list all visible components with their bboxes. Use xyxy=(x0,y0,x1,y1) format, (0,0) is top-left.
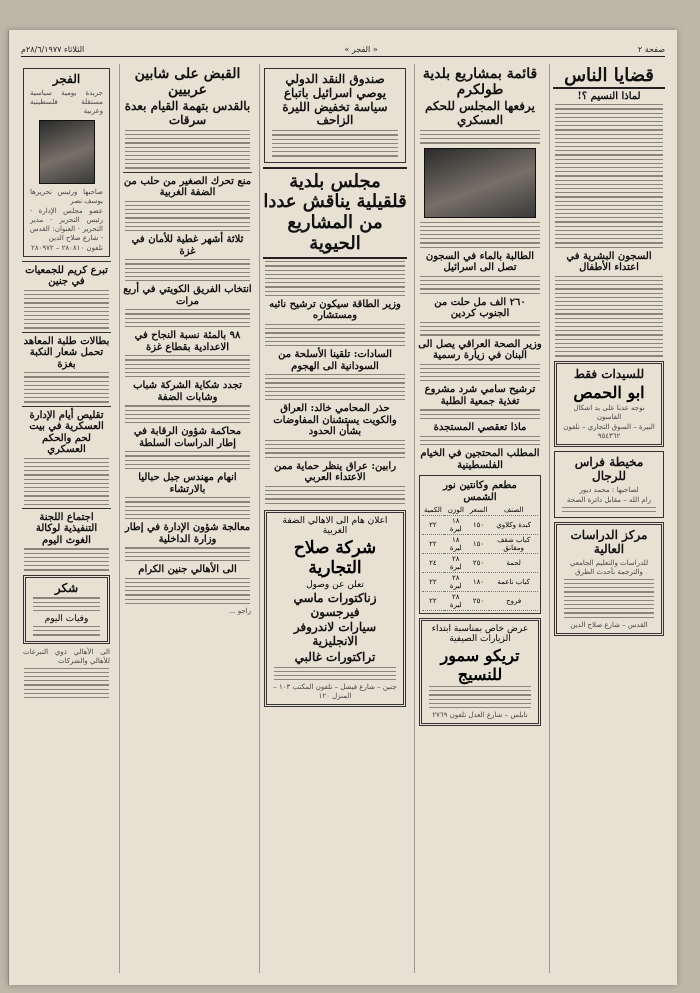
cell: ١٨٠ xyxy=(468,573,490,592)
editor-name: صاحبها ورئيس تحريرها يوسف نصر xyxy=(30,187,103,205)
cell: ٢٨ ليرة xyxy=(444,592,468,611)
table-row xyxy=(422,554,538,573)
obituaries-title: وفيات اليوم xyxy=(44,614,89,625)
cell: ٢٨ ليرة xyxy=(444,554,468,573)
table-row xyxy=(422,516,538,535)
ad-title: مركز الدراسات العالية xyxy=(570,528,648,557)
newspaper-page xyxy=(8,30,677,985)
cell: كباب شقف ومقانق xyxy=(489,535,538,554)
logo: الفجر xyxy=(52,72,81,86)
article-title: انهام مهندس جبل حباليا بالارتشاء xyxy=(138,472,237,495)
signature: راجو ... xyxy=(228,606,251,615)
restaurant-ad xyxy=(419,475,541,614)
article-text xyxy=(24,290,109,329)
article-title: محاكمة شؤون الرقابة في إطار الدراسات السلطة xyxy=(133,426,242,449)
cell: ١٨ ليرة xyxy=(444,516,468,535)
ad-title: تريكو سمور للنسيج xyxy=(440,646,520,685)
ad-subtitle: اعلان هام الى الاهالي الضفة الغربية xyxy=(282,515,388,536)
ad-name: ابو الحمص xyxy=(573,383,645,403)
table-row xyxy=(422,573,538,592)
ad-text: نوجه عدنا على يد اشكال الفاسون xyxy=(573,404,645,422)
cell: ١٥٠ xyxy=(468,516,490,535)
main-headline: مجلس بلدية قلقيلية يناقش عددا من المشاريع الحيوية xyxy=(263,167,407,260)
article-title: المطلب المحتجين في الخيام الفلسطينية xyxy=(420,448,540,471)
ad-subtitle: عرض خاص بمناسبة ابتداء الزيارات الصيفية xyxy=(431,624,529,645)
thanks-title: شكر xyxy=(54,580,79,595)
article-title: وزير الطاقة سيكون ترشيح نائبه ومستشاره xyxy=(269,298,401,322)
column-4 xyxy=(414,64,545,973)
price-table xyxy=(422,505,538,611)
column-2 xyxy=(119,64,255,973)
cell: ٢٢ xyxy=(422,516,444,535)
col-header: الوزن xyxy=(444,505,468,516)
article-title: تبرع كريم للجمعيات في جنين xyxy=(25,264,108,288)
column-3 xyxy=(259,64,410,973)
article-title: انتخاب الفريق الكويتي في أربع مرات xyxy=(123,284,252,307)
cell: لحمة xyxy=(489,554,538,573)
article-text xyxy=(24,458,109,505)
subheadline: لماذا النسيم ؟! xyxy=(577,90,641,102)
staff-list: عضو مجلس الإدارة · رئيس التحرير · مدير التحرير · العنوان: القدس - شارع صلاح الدين xyxy=(30,206,103,242)
article-text xyxy=(24,372,109,403)
ad-title: مخيطة فراس للرجال xyxy=(574,455,644,484)
studies-center-ad xyxy=(554,522,664,635)
thanks-ad xyxy=(23,575,110,644)
article-title: بطالات طلبة المعاهد تحمل شعار النكبة بغزة xyxy=(23,335,110,370)
col-header: السعر xyxy=(469,506,488,515)
ad-text: للدراسات والتعليم الجامعي والترجمة بأحدث الطرق xyxy=(569,558,649,576)
ad-address: نابلس – شارع العدل تلفون ٢٧٦٩ xyxy=(432,711,528,720)
article-title: السجون البشرية في اعتداء الأطفال xyxy=(566,250,652,274)
article-title: معالجة شؤون الإدارة في إطار وزارة الداخلية xyxy=(124,522,251,545)
col-header: الصنف xyxy=(489,505,538,516)
cell: ٢٢ xyxy=(422,535,444,554)
column-headline: قضايا الناس xyxy=(553,66,665,89)
cell: ٢٨ ليرة xyxy=(444,573,468,592)
article-text xyxy=(24,548,109,570)
article-title: ٩٨ بالمئة نسبة النجاح في الاعدادية بقطاع غزة xyxy=(134,330,241,353)
cell: ٢٢ xyxy=(422,573,444,592)
article-title: الى الأهالي جنين الكرام xyxy=(138,564,237,576)
cell: ٢٤ xyxy=(422,554,444,573)
article-text xyxy=(125,130,250,169)
subheadline: بالقدس بتهمة القيام بعدة سرقات xyxy=(124,99,251,127)
tailor-ad xyxy=(554,451,664,518)
headline: صندوق النقد الدولي يوصي اسرائيل باتباع سياسة تخفيض الليرة الزاحف xyxy=(282,72,388,128)
ad-address: جنين – شارع فيصل – تلفون المكتب ١٠٣ – المنزل ١٢٠ xyxy=(273,683,397,701)
cell: فروج xyxy=(489,592,538,611)
cell: كباب ناعمة xyxy=(489,573,538,592)
cell: ٢٥٠ xyxy=(468,592,490,611)
tricot-ad xyxy=(419,618,541,726)
ad-address: القدس – شارع صلاح الدين xyxy=(570,620,648,629)
article-title: تجدد شكاية الشركة شباب وشابات الضفة xyxy=(133,380,242,403)
ad-line: زناكتورات ماسي فيرجسون xyxy=(293,590,377,619)
ad-line: تراكتورات غالبي xyxy=(294,649,376,664)
article-title: اجتماع اللجنة التنفيذية لوكالة الغوث اليوم xyxy=(35,511,98,546)
ad-line: تعلن عن وصول xyxy=(306,579,364,590)
table-row xyxy=(422,592,538,611)
article-title: ترشيح سامي شرد مشروع تغذية جمعية الطلبة xyxy=(424,384,536,407)
paper-name: « الفجر » xyxy=(344,44,378,54)
abu-hummos-ad xyxy=(554,361,664,448)
masthead-bar xyxy=(21,42,665,57)
article-title: رابين: عراق ينظر حماية ممن الاعتداء العربي xyxy=(273,460,397,484)
headline: القبض على شابين عربيين xyxy=(134,66,241,99)
column-5 xyxy=(549,64,668,973)
date: الثلاثاء ٢٨/٦/١٩٧٧م xyxy=(21,44,85,54)
cell: ٢٢ xyxy=(422,592,444,611)
article-title: الطالبة بالماء في السجون تصل الى اسرائيل xyxy=(425,250,535,274)
article-title: منع تحرك الصغير من حلب من الضفة الغربية xyxy=(123,175,252,199)
table-row xyxy=(422,535,538,554)
ad-title: للسيدات فقط xyxy=(573,366,645,381)
article-title: حذر المحامي خالد: العراق والكويت يستشنان المفاوضات بشأن الحدود xyxy=(273,403,397,438)
cell: ٢٥٠ xyxy=(468,554,490,573)
imf-article xyxy=(264,68,406,163)
subheadline: يرفعها المجلس للحكم العسكري xyxy=(425,99,535,127)
notice: الى الأهالي ذوي التبرعات للأهالي والشركات xyxy=(23,647,110,665)
column-1 xyxy=(19,64,114,973)
cell: ١٥٠ xyxy=(468,535,490,554)
article-title: ٢٦٠ الف مل حلت من الجنوب كردين xyxy=(434,296,526,320)
cell: كبدة وكلاوي xyxy=(489,516,538,535)
headline: قائمة بمشاريع بلدية طولكرم xyxy=(422,66,538,99)
article-title: وزير الصحة العراقي يصل الى البنان في زيارة رسمية xyxy=(418,338,542,362)
ad-title: شركة صلاح التجارية xyxy=(293,537,377,578)
cell: ١٨ ليرة xyxy=(444,535,468,554)
ad-address: البيرة – السوق التجاري – تلفون ٩٥٤٣٦٢ xyxy=(563,423,655,441)
ad-address: رام الله – مقابل دائرة الصحة xyxy=(566,495,652,504)
article-title: تقليص أيام الإدارة العسكرية في بيت لحم والحكم العسكري xyxy=(29,409,104,456)
news-photo xyxy=(424,148,536,218)
ad-owner: لصاحبها : محمد ديور xyxy=(579,485,639,494)
table-header-row xyxy=(422,505,538,516)
restaurant-name: مطعم وكانتين نور الشمس xyxy=(443,480,517,503)
info-box xyxy=(23,68,110,257)
col-header: الكمية xyxy=(422,505,444,516)
phone: تلفون ٢٨٠٨١٠ – ٢٨٠٩٧٢ xyxy=(31,243,103,252)
article-title: ماذا تعقصي المستجدة xyxy=(433,422,527,434)
salah-company-ad xyxy=(264,510,406,708)
logo-caption: جريدة يومية سياسية مستقلة فلسطينية وعربية xyxy=(30,88,103,115)
article-title: ثلاثة أشهر غطية للأمان في غزة xyxy=(131,234,244,257)
page-label: صفحة ٢ xyxy=(637,44,665,54)
editor-photo xyxy=(39,120,95,184)
article-title: السادات: تلقينا الأسلحة من السودانية الى الهجوم xyxy=(278,349,392,372)
ad-line: سيارات لاندروفر الانجليزية xyxy=(293,620,377,649)
